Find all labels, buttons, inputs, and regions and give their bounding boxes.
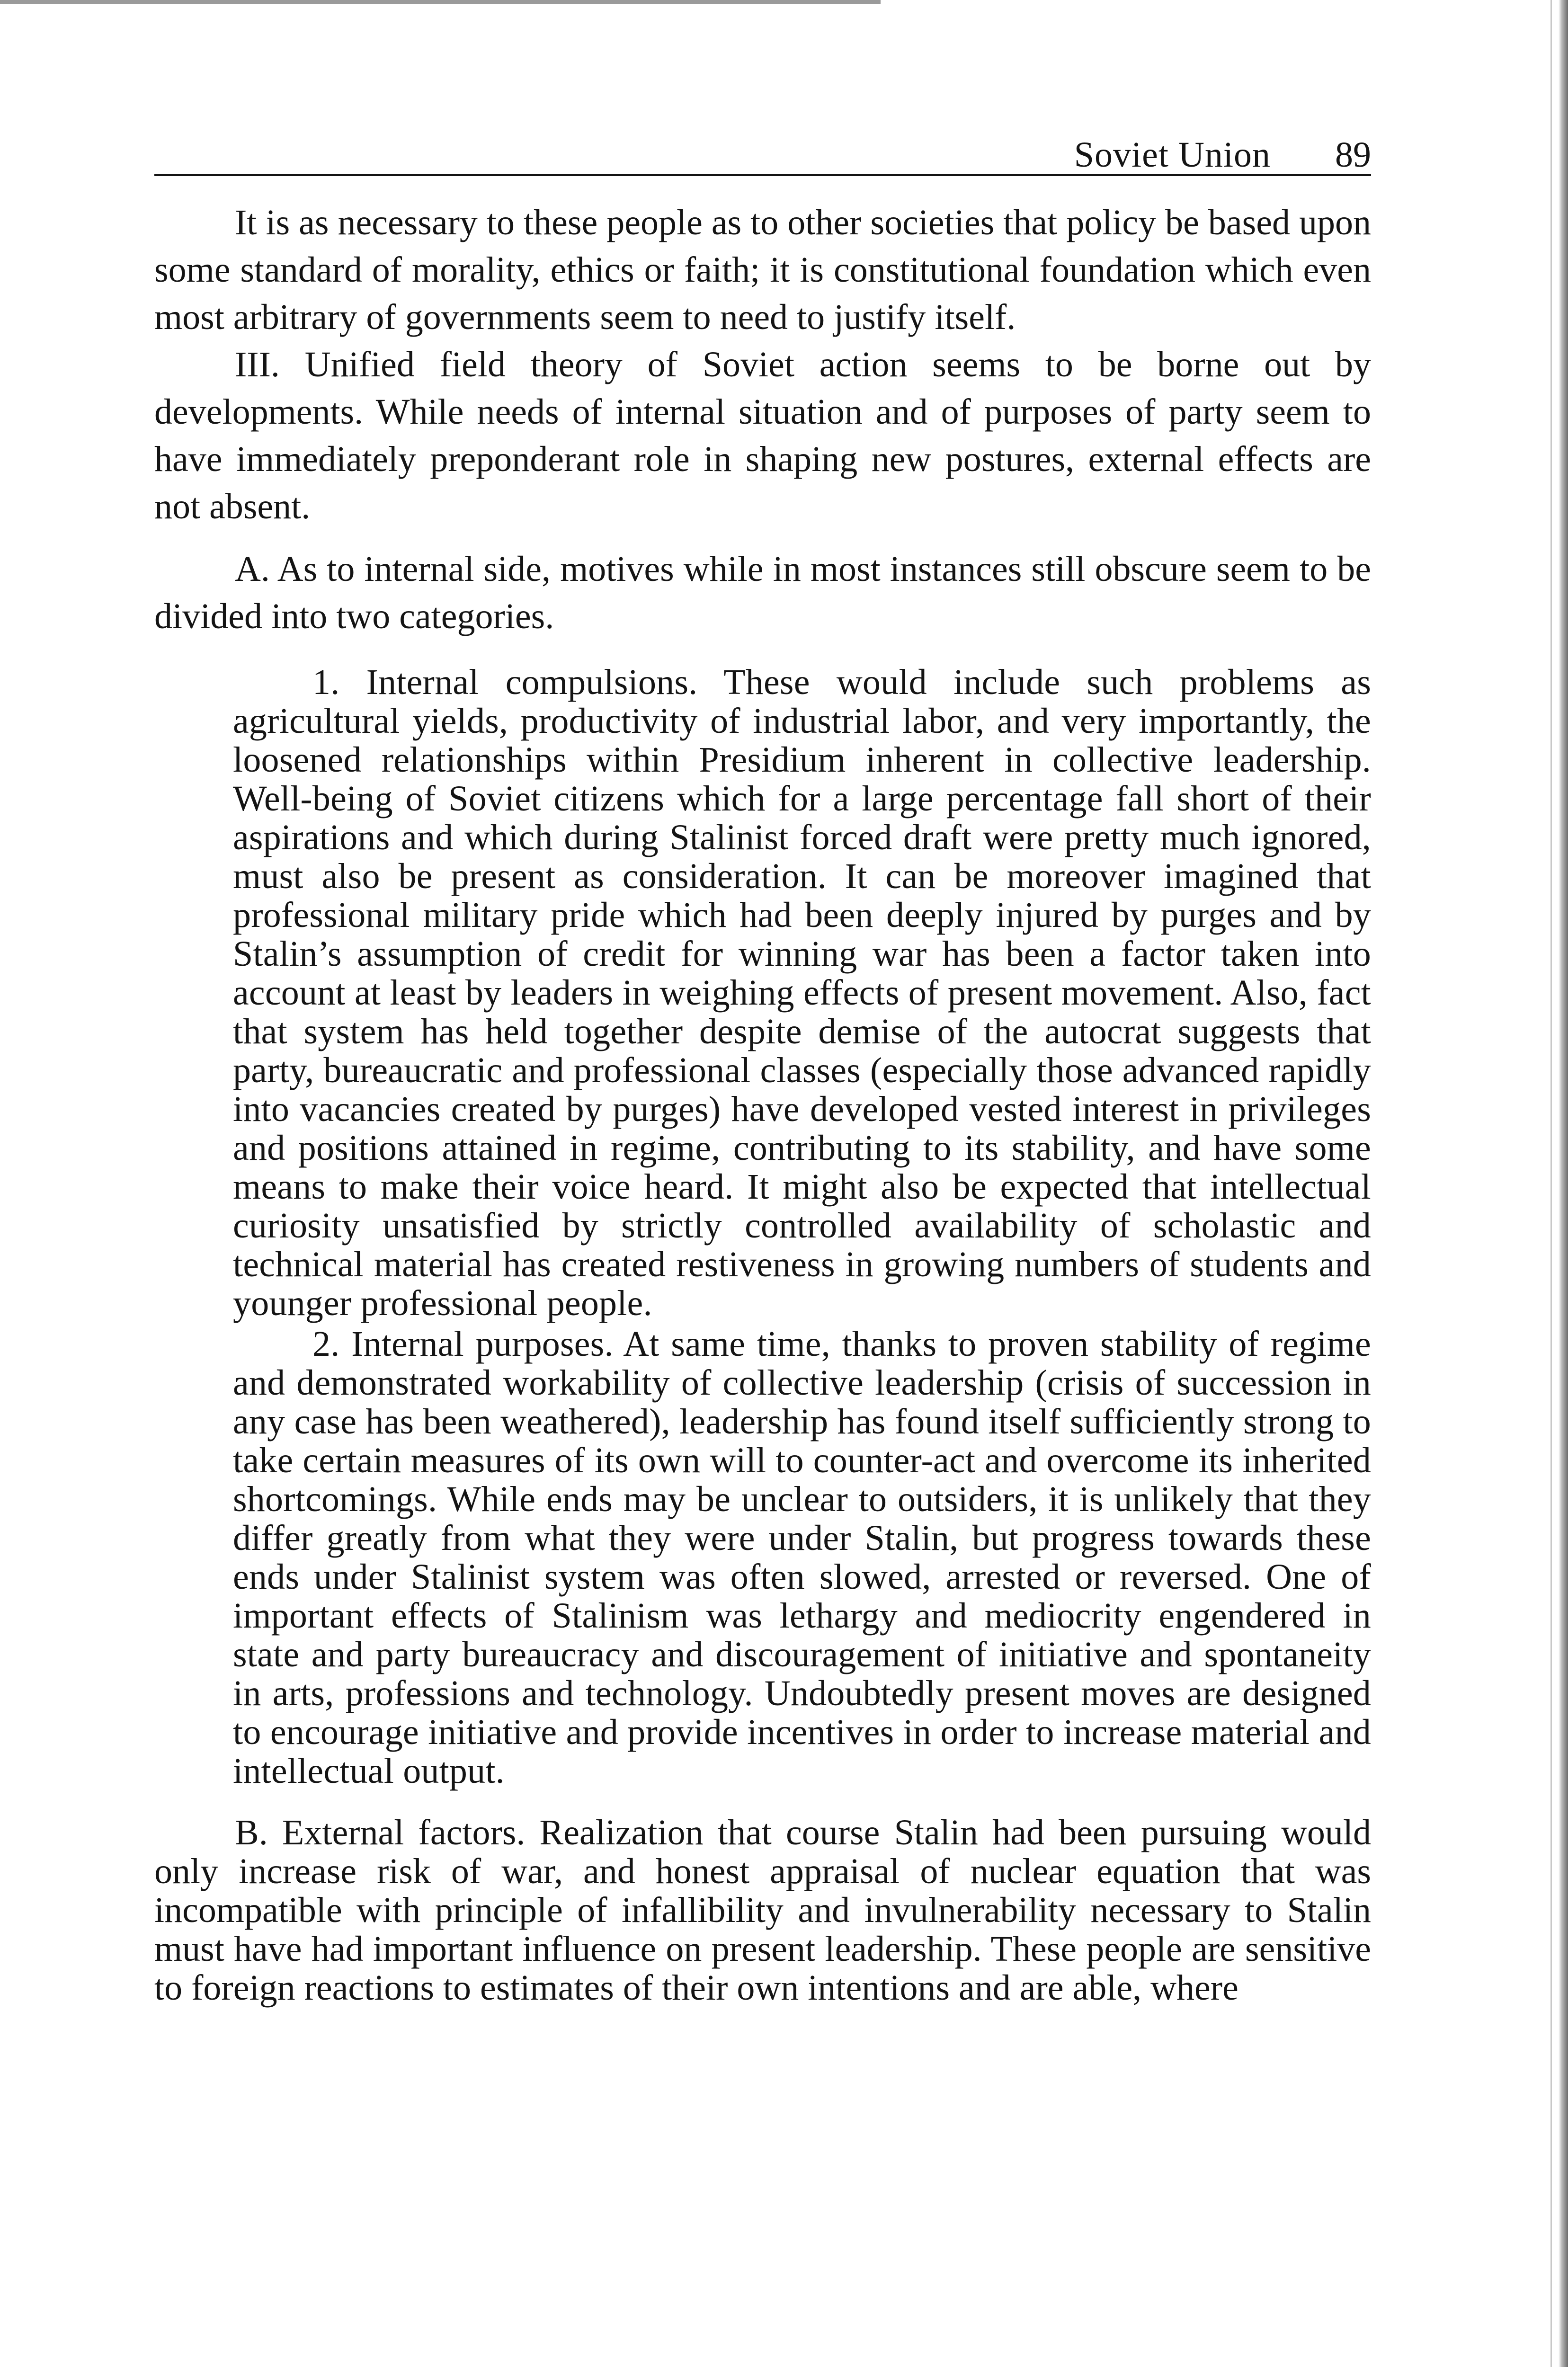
subparagraph-internal-compulsions: 1. Internal compulsions. These would include such problems as agricultural yields, productivity of industrial labor, and very importantly, the loosened relationships within Presidium inherent in collective leadership. Well-being of Soviet citizens which for a large percentage fall short of their aspirations and which during Stalinist forced draft were pretty much ignored, must also be present as consideration. It can be moreover imagined that professional military pride which had been deeply injured by purges and by Stalin’s assumption of credit for winning war has been a factor taken into account at least by leaders in weighing effects of present movement. Also, fact that system has held together despite demise of the autocrat suggests that party, bureaucratic and professional classes (especially those advanced rapidly into vacancies created by purges) have developed vested interest in privileges and positions attained in regime, contributing to its stability, and have some means to make their voice heard. It might also be expected that intellectual curiosity unsatisfied by strictly controlled availability of scholastic and technical material has created restiveness in growing numbers of students and younger professional people.	[233, 662, 1371, 1323]
scan-right-edge	[1559, 0, 1568, 2367]
paragraph-unified-field-theory: III. Unified field theory of Soviet action seems to be borne out by developments. While needs of internal situation and of purposes of party seem to have immediately preponderant role in shaping new postures, external effects are not absent.	[154, 345, 1371, 526]
book-page	[154, 121, 1371, 2007]
page-number: 89	[1335, 135, 1371, 175]
scan-gutter-line	[1550, 0, 1552, 2367]
body-text	[154, 199, 1371, 2007]
scan-top-edge	[0, 0, 881, 4]
subparagraph-internal-purposes: 2. Internal purposes. At same time, thanks to proven stability of regime and demonstrated workability of collective leadership (crisis of succession in any case has been weathered), leadership has found itself sufficiently strong to take certain measures of its own will to counter-act and overcome its inherited shortcomings. While ends may be unclear to outsiders, it is unlikely that they differ greatly from what they were under Stalin, but progress towards these ends under Stalinist system was often slowed, arrested or reversed. One of important effects of Stalinism was lethargy and mediocrity engendered in state and party bureaucracy and discouragement of initiative and spontaneity in arts, professions and technology. Undoubtedly present moves are designed to encourage initiative and provide incentives in order to increase material and intellectual output.	[233, 1324, 1371, 1791]
running-head	[154, 121, 1371, 176]
paragraph-external-factors: B. External factors. Realization that course Stalin had been pursuing would only increase risk of war, and honest appraisal of nuclear equation that was incompatible with principle of infallibility and invulnerability necessary to Stalin must have had important influence on present leadership. These people are sensitive to foreign reactions to estimates of their own intentions and are able, where	[154, 1813, 1371, 2008]
paragraph-internal-side: A. As to internal side, motives while in most instances still obscure seem to be divided into two categories.	[154, 549, 1371, 636]
running-head-title: Soviet Union	[1074, 135, 1271, 175]
paragraph-morality: It is as necessary to these people as to other societies that policy be based upon some standard of morality, ethics or faith; it is constitutional foundation which even most arbitrary of governments seem to need to justify itself.	[154, 203, 1371, 337]
